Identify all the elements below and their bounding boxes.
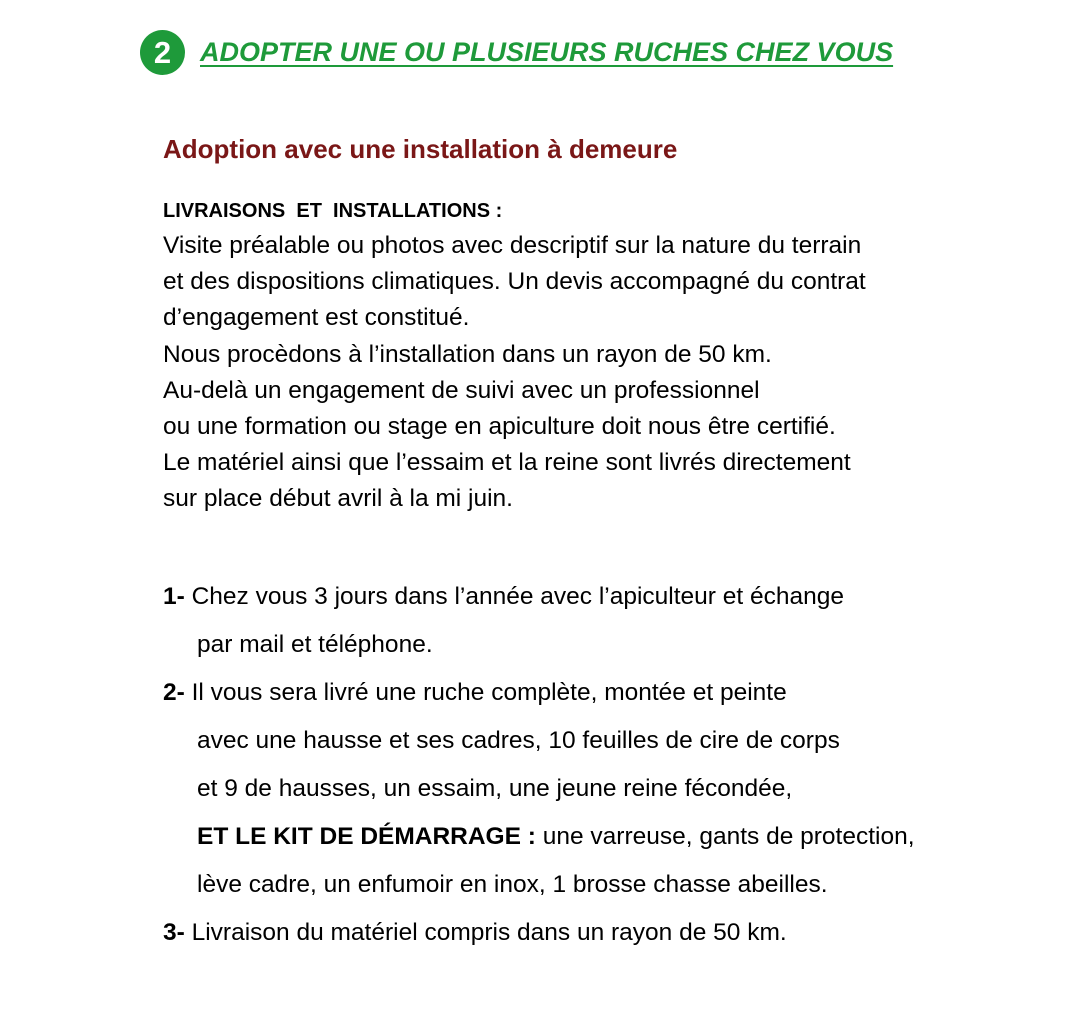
item-text: Chez vous 3 jours dans l’année avec l’apiculteur et échange — [184, 583, 844, 610]
list-item-1 — [163, 573, 915, 621]
description-line: d’engagement est constitué. — [163, 304, 470, 332]
delivery-description — [163, 228, 866, 518]
description-line: sur place début avril à la mi juin. — [163, 485, 513, 513]
item-text: Il vous sera livré une ruche complète, montée et peinte — [184, 679, 787, 706]
item-text: Livraison du matériel compris dans un rayon de 50 km. — [184, 919, 787, 946]
item-continuation: avec une hausse et ses cadres, 10 feuilles de cire de corps — [197, 727, 840, 754]
description-line: Visite préalable ou photos avec descriptif sur la nature du terrain — [163, 232, 862, 259]
item-continuation: par mail et téléphone. — [197, 631, 433, 658]
starter-kit-text: une varreuse, gants de protection, — [535, 823, 915, 850]
starter-kit-label: ET LE KIT DE DÉMARRAGE : — [197, 823, 536, 850]
description-line: ou une formation ou stage en apiculture doit nous être certifié. — [163, 413, 836, 441]
section-title: ADOPTER UNE OU PLUSIEURS RUCHES CHEZ VOUS — [200, 37, 894, 67]
item-number: 2- — [163, 679, 185, 706]
list-item-2 — [163, 669, 915, 717]
section-number-badge: 2 — [140, 30, 185, 75]
section-header — [140, 30, 893, 75]
description-line: Le matériel ainsi que l’essaim et la reine sont livrés directement — [163, 449, 851, 477]
description-line: Nous procèdons à l’installation dans un rayon de 50 km. — [163, 340, 772, 368]
item-continuation: lève cadre, un enfumoir en inox, 1 brosse chasse abeilles. — [197, 871, 828, 898]
item-continuation: et 9 de hausses, un essaim, une jeune reine fécondée, — [197, 775, 793, 802]
list-item-3 — [163, 909, 915, 957]
starter-kit-line — [163, 813, 915, 861]
description-line: Au-delà un engagement de suivi avec un professionnel — [163, 376, 760, 404]
delivery-heading: LIVRAISONS ET INSTALLATIONS : — [163, 200, 503, 222]
adoption-subtitle: Adoption avec une installation à demeure — [163, 134, 678, 164]
item-number: 3- — [163, 919, 185, 946]
item-number: 1- — [163, 583, 185, 610]
numbered-list — [163, 573, 915, 957]
description-line: et des dispositions climatiques. Un devis accompagné du contrat — [163, 268, 866, 296]
